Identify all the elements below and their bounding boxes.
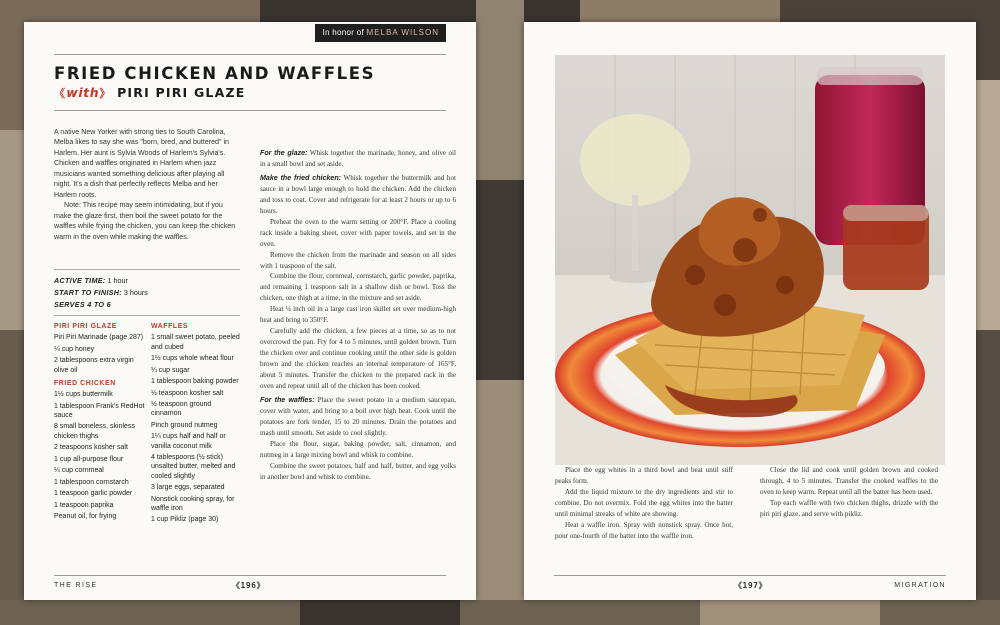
ingredient-item: 4 tablespoons (½ stick) unsalted butter, melted and cooled slightly <box>151 454 236 480</box>
footer-rule <box>554 575 946 576</box>
title-rule-top <box>54 54 446 55</box>
banner-name: MELBA WILSON <box>366 28 439 37</box>
intro-note: Note: This recipe may seem intimidating, but if you make the glaze first, then boil the sweet potato for the waffles while frying the chicken, you can keep the chicken warm in the oven while making the waffles. <box>54 201 236 241</box>
ingredient-item: ½ teaspoon ground cinnamon <box>151 401 212 418</box>
ingredient-item: 1 small sweet potato, peeled and cubed <box>151 334 240 351</box>
method-step: Heat a waffle iron. Spray with nonstick spray. Once hot, pour one-fourth of the batter into the waffle iron. <box>555 521 733 540</box>
method-step: Place the egg whites in a third bowl and beat until stiff peaks form. <box>555 466 733 485</box>
ingredients-column-2 <box>151 322 243 527</box>
method-glaze: For the glaze: Whisk together the marinade, honey, and olive oil in a small bowl and set aside. <box>260 149 456 168</box>
method-step: Combine the flour, cornmeal, cornstarch, garlic powder, paprika, and remaining 1 teaspoon salt in a shallow dish or bowl. Toss the chicken, one thigh at a time, in the mixture and set aside. <box>260 272 456 303</box>
ingredient-item: ¼ cup cornmeal <box>54 467 104 475</box>
ingredient-heading: FRIED CHICKEN <box>54 379 116 387</box>
ingredient-item: 8 small boneless, skinless chicken thighs <box>54 423 135 440</box>
meta-rule-top <box>54 269 240 270</box>
recipe-title: FRIED CHICKEN AND WAFFLES <box>54 64 376 83</box>
meta-rule-bottom <box>54 315 240 316</box>
method-step: Preheat the oven to the warm setting or 200°F. Place a cooling rack inside a baking sheet, cover with paper towels, and set in the oven. <box>260 217 456 248</box>
servings: SERVES 4 TO 6 <box>54 300 111 310</box>
ingredient-item: 1 tablespoon baking powder <box>151 378 239 386</box>
ingredient-item: ¼ cup honey <box>54 345 95 353</box>
ingredients-column-1 <box>54 322 146 524</box>
method-waffles: For the waffles: Place the sweet potato in a medium saucepan, cover with water, and bring to a boil over high heat. Cook until the potatoes are fork tender, 15 to 20 minutes. Drain the potatoes and mash until smooth. Set aside to cool slightly. <box>260 395 456 437</box>
method-step: Carefully add the chicken, a few pieces at a time, so as to not overcrowd the pan. Fry for 4 to 5 minutes, until golden brown. Turn the chicken over and continue cooking until the other side is golden brown and the chicken reaches an internal temperature of 165°F, about 5 minutes. Transfer the chicken to the prepared rack in the oven and repeat until all of the chicken has been cooked. <box>260 327 456 391</box>
method-step: Add the liquid mixture to the dry ingredients and stir to combine. Do not overmix. Fold the egg whites into the batter until minimal streaks of white are showing. <box>555 488 733 518</box>
recipe-subtitle <box>54 85 245 101</box>
method-step: Close the lid and cook until golden brown and cooked through, 4 to 5 minutes. Transfer the cooked waffles to the oven to keep warm. Repeat until all the batter has been used. <box>760 466 938 496</box>
method-step: Top each waffle with two chicken thighs, drizzle with the piri piri glaze, and serve with pikliz. <box>760 499 938 518</box>
banner-prefix: In honor of <box>322 28 364 37</box>
ingredient-heading: WAFFLES <box>151 323 189 330</box>
method-step: Place the flour, sugar, baking powder, salt, cinnamon, and nutmeg in a large mixing bowl and whisk to combine. <box>260 439 456 459</box>
page-number: 《197》 <box>734 581 767 590</box>
right-text-column-2 <box>760 465 938 520</box>
ingredient-item: 1 cup all-purpose flour <box>54 455 124 463</box>
ingredient-item: 1¼ cups half and half or vanilla coconut milk <box>151 433 226 450</box>
ingredient-item: 1 teaspoon paprika <box>54 501 114 509</box>
honor-banner <box>315 24 446 42</box>
ingredient-item: 1½ cups whole wheat flour <box>151 355 234 363</box>
dish-photo <box>555 55 945 465</box>
method-step: Heat ¼ inch oil in a large cast iron skillet set over medium-high heat and bring to 350°F. <box>260 305 456 325</box>
ingredient-item: 1 teaspoon garlic powder <box>54 490 133 498</box>
subtitle-close-bracket: 》 <box>99 87 112 100</box>
subtitle-open-bracket: 《 <box>54 87 67 100</box>
subtitle-with: with <box>66 85 100 100</box>
ingredient-item: Pinch ground nutmeg <box>151 421 218 429</box>
ingredient-item: Piri Piri Marinade (page 287) <box>54 334 144 342</box>
subtitle-rest: PIRI PIRI GLAZE <box>111 85 246 100</box>
ingredient-item: 1 tablespoon cornstarch <box>54 478 129 486</box>
ingredient-item: ½ teaspoon kosher salt <box>151 389 224 397</box>
intro-paragraph: A native New Yorker with strong ties to South Carolina, Melba likes to say she was "born, bred, and buttered" in Harlem. Her aunt is Sylvia Woods of Harlem's Sylvia's. Chicken and waffles originated in Harlem when jazz musicians wanted something delicious after playing all night. It's a dish that perfectly reflects Melba and her Harlem roots. <box>54 128 229 199</box>
right-text-column-1 <box>555 465 733 542</box>
ingredient-item: 2 tablespoons extra virgin olive oil <box>54 357 134 374</box>
ingredient-item: 1 tablespoon Frank's RedHot sauce <box>54 402 145 419</box>
ingredient-item: Peanut oil, for frying <box>54 513 117 521</box>
ingredient-item: 1 cup Pikliz (page 30) <box>151 516 219 524</box>
method-text <box>260 148 456 483</box>
recipe-meta <box>54 275 240 312</box>
intro-text <box>54 127 240 242</box>
ingredient-item: Nonstick cooking spray, for waffle iron <box>151 495 235 512</box>
ingredient-item: 2 teaspoons kosher salt <box>54 444 128 452</box>
right-page <box>524 22 976 600</box>
footer-rule <box>54 575 446 576</box>
page-number: 《196》 <box>232 581 265 590</box>
left-page <box>24 22 476 600</box>
start-to-finish: START TO FINISH: 3 hours <box>54 288 148 298</box>
ingredient-item: 1½ cups buttermilk <box>54 391 113 399</box>
title-rule-bottom <box>54 110 446 111</box>
dish-photo-illustration <box>555 55 945 465</box>
ingredient-heading: PIRI PIRI GLAZE <box>54 323 117 330</box>
method-step: Remove the chicken from the marinade and season on all sides with 1 teaspoon of the salt. <box>260 250 456 270</box>
footer-section: THE RISE <box>54 582 98 589</box>
active-time: ACTIVE TIME: 1 hour <box>54 276 128 285</box>
ingredient-item: ¼ cup sugar <box>151 366 190 374</box>
footer-section: MIGRATION <box>894 582 946 589</box>
method-step: Combine the sweet potatoes, half and half, butter, and egg yolks in another bowl and whisk to combine. <box>260 461 456 481</box>
ingredient-item: 3 large eggs, separated <box>151 484 225 492</box>
method-chicken: Make the fried chicken: Whisk together the buttermilk and hot sauce in a bowl large enough to hold the chicken. Add the chicken and toss to coat. Cover and refrigerate for at least 2 hours or up to 6 hours. <box>260 173 456 215</box>
